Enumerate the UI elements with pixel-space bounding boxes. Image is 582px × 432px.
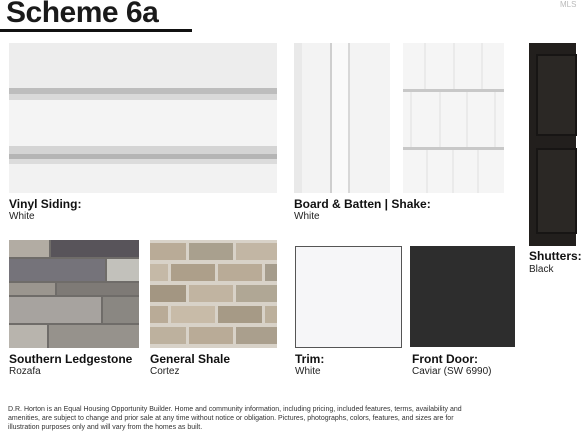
front-door-color: Caviar (SW 6990) — [412, 366, 492, 377]
trim-color: White — [295, 366, 321, 377]
brick-color: Cortez — [150, 366, 180, 377]
page-title: Scheme 6a — [6, 0, 159, 29]
front-door-swatch — [410, 246, 515, 347]
shutters-swatch — [529, 43, 576, 246]
ledgestone-color: Rozafa — [9, 366, 41, 377]
disclaimer-text: D.R. Horton is an Equal Housing Opportunity Builder. Home and community information, including pricing, included features, terms, availability and amenities, are subject to change and prior sale at any time without notice or obligation. Pictures, photographs, colors, features, and sizes are for illustration purposes only and will vary from the homes as built. — [8, 406, 462, 431]
shutters-color: Black — [529, 264, 554, 275]
vinyl-siding-label: Vinyl Siding: — [9, 197, 82, 211]
vinyl-siding-color: White — [9, 211, 35, 222]
vinyl-siding-swatch — [9, 43, 277, 193]
ledgestone-swatch — [9, 240, 139, 348]
trim-label: Trim: — [295, 352, 325, 366]
watermark: MLS — [560, 0, 577, 9]
brick-label: General Shale — [150, 352, 231, 366]
trim-swatch — [295, 246, 402, 348]
ledgestone-label: Southern Ledgestone — [9, 352, 133, 366]
board-batten-label: Board & Batten | Shake: — [294, 197, 431, 211]
title-underline — [0, 29, 192, 32]
brick-swatch — [150, 240, 277, 348]
board-batten-swatch — [294, 43, 390, 193]
board-batten-color: White — [294, 211, 320, 222]
shutters-label: Shutters: — [529, 249, 582, 263]
front-door-label: Front Door: — [412, 352, 478, 366]
shake-swatch — [403, 43, 504, 193]
